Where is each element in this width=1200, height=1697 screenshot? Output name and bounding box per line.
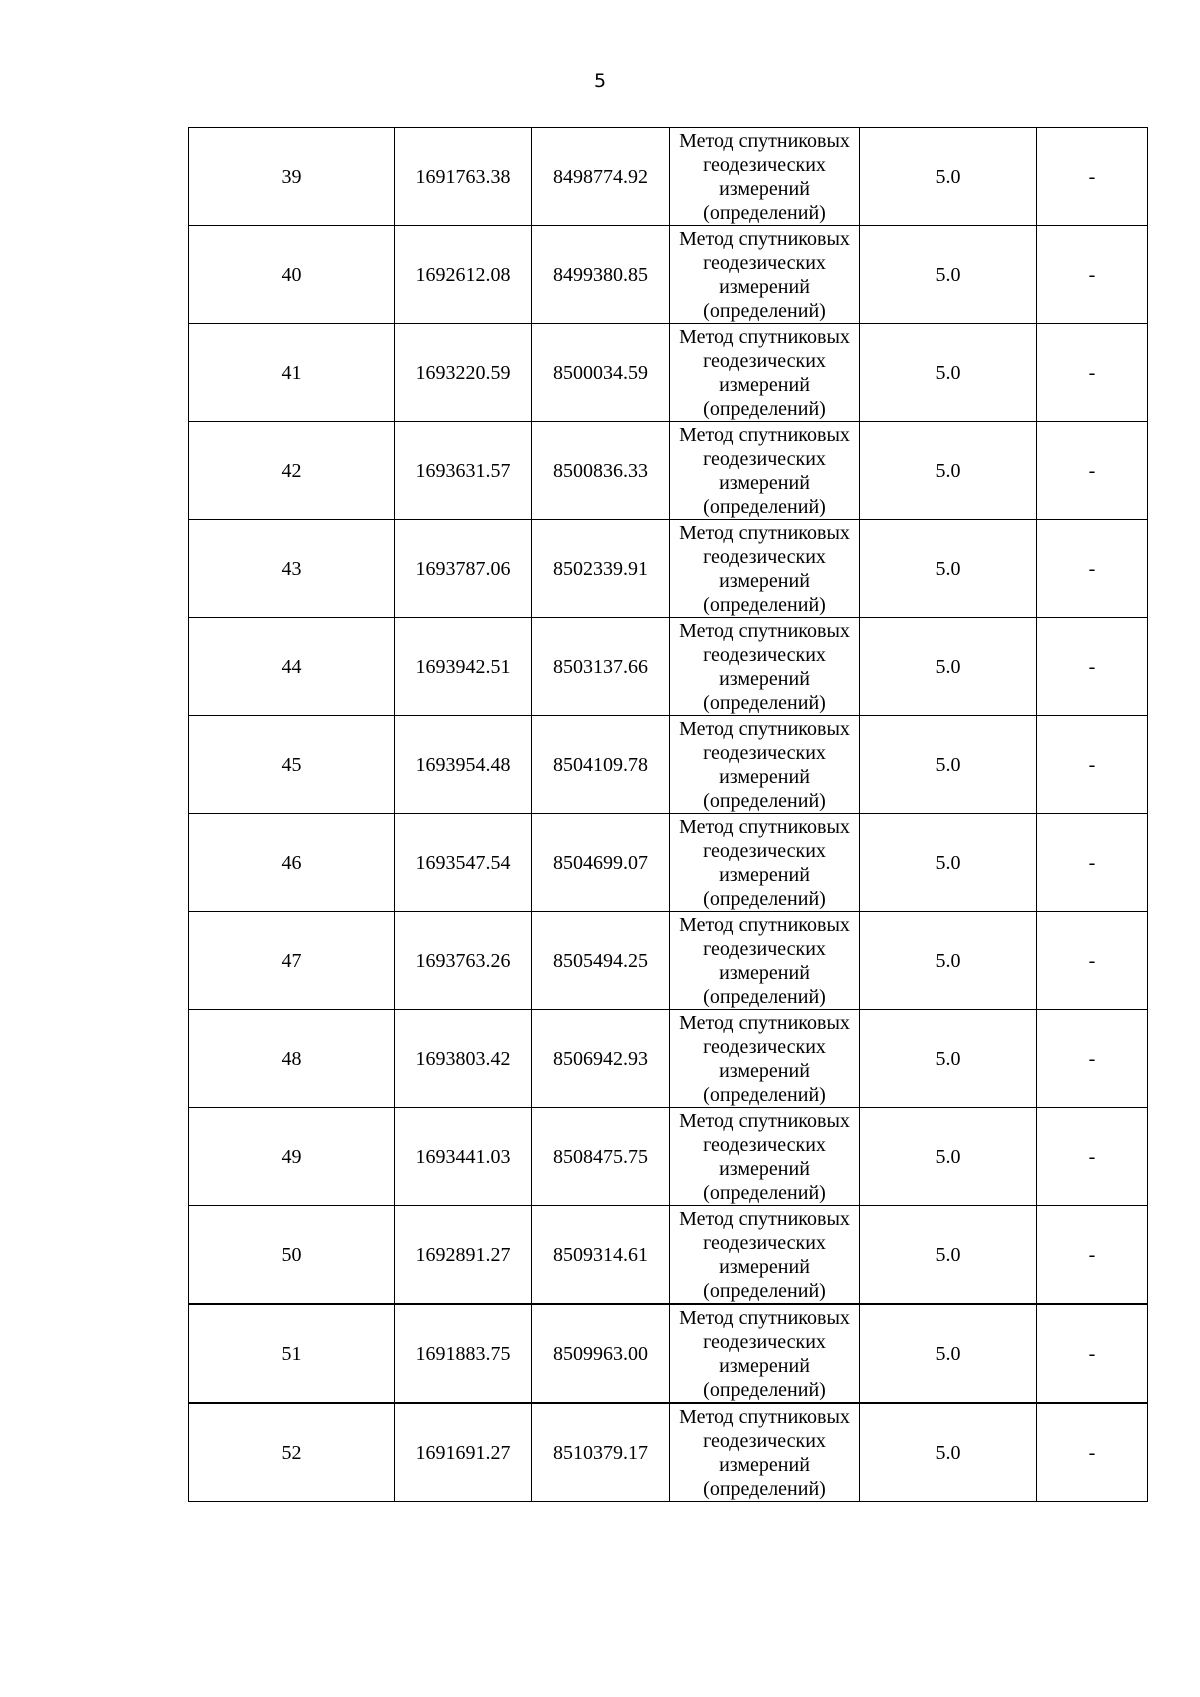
point-number-cell: 40	[189, 226, 395, 324]
x-coordinate-cell: 1693547.54	[395, 814, 532, 912]
method-line: Метод спутниковых	[679, 325, 850, 348]
accuracy-cell: 5.0	[860, 716, 1037, 814]
method-line: Метод спутниковых	[679, 1011, 850, 1034]
accuracy-cell: 5.0	[860, 422, 1037, 520]
method-line: измерений	[719, 1354, 810, 1377]
note-cell: -	[1037, 226, 1148, 324]
method-line: геодезических	[703, 1231, 826, 1254]
method-line: геодезических	[703, 1133, 826, 1156]
table-row	[189, 1108, 1148, 1206]
method-line: Метод спутниковых	[679, 717, 850, 740]
accuracy-cell: 5.0	[860, 226, 1037, 324]
note-cell: -	[1037, 912, 1148, 1010]
note-cell: -	[1037, 1304, 1148, 1403]
x-coordinate-cell: 1692612.08	[395, 226, 532, 324]
y-coordinate-cell: 8498774.92	[532, 128, 670, 226]
note-cell: -	[1037, 814, 1148, 912]
accuracy-cell: 5.0	[860, 128, 1037, 226]
point-number-cell: 44	[189, 618, 395, 716]
point-number-cell: 41	[189, 324, 395, 422]
method-line: (определений)	[703, 593, 826, 616]
method-line: геодезических	[703, 545, 826, 568]
method-line: измерений	[719, 275, 810, 298]
method-line: измерений	[719, 1157, 810, 1180]
table-row	[189, 716, 1148, 814]
x-coordinate-cell: 1693787.06	[395, 520, 532, 618]
note-cell: -	[1037, 618, 1148, 716]
table-row	[189, 1403, 1148, 1502]
point-number-cell: 45	[189, 716, 395, 814]
x-coordinate-cell: 1693763.26	[395, 912, 532, 1010]
x-coordinate-cell: 1693803.42	[395, 1010, 532, 1108]
method-cell	[670, 618, 860, 716]
method-line: геодезических	[703, 349, 826, 372]
method-cell	[670, 226, 860, 324]
accuracy-cell: 5.0	[860, 324, 1037, 422]
method-line: измерений	[719, 471, 810, 494]
method-cell	[670, 324, 860, 422]
table-body	[189, 128, 1148, 1502]
point-number-cell: 49	[189, 1108, 395, 1206]
accuracy-cell: 5.0	[860, 1304, 1037, 1403]
method-line: измерений	[719, 765, 810, 788]
method-cell	[670, 1206, 860, 1305]
method-line: измерений	[719, 1453, 810, 1476]
method-line: (определений)	[703, 495, 826, 518]
method-line: измерений	[719, 1059, 810, 1082]
y-coordinate-cell: 8504699.07	[532, 814, 670, 912]
point-number-cell: 50	[189, 1206, 395, 1305]
note-cell: -	[1037, 520, 1148, 618]
method-line: (определений)	[703, 1279, 826, 1302]
method-line: геодезических	[703, 1429, 826, 1452]
method-line: Метод спутниковых	[679, 815, 850, 838]
y-coordinate-cell: 8500034.59	[532, 324, 670, 422]
y-coordinate-cell: 8500836.33	[532, 422, 670, 520]
method-cell	[670, 1403, 860, 1502]
method-line: геодезических	[703, 1035, 826, 1058]
accuracy-cell: 5.0	[860, 1108, 1037, 1206]
x-coordinate-cell: 1693631.57	[395, 422, 532, 520]
y-coordinate-cell: 8509314.61	[532, 1206, 670, 1305]
method-line: геодезических	[703, 447, 826, 470]
accuracy-cell: 5.0	[860, 1403, 1037, 1502]
method-line: Метод спутниковых	[679, 619, 850, 642]
method-cell	[670, 1108, 860, 1206]
method-line: (определений)	[703, 691, 826, 714]
method-line: (определений)	[703, 1477, 826, 1500]
x-coordinate-cell: 1693954.48	[395, 716, 532, 814]
table-row	[189, 912, 1148, 1010]
method-cell	[670, 814, 860, 912]
note-cell: -	[1037, 324, 1148, 422]
note-cell: -	[1037, 128, 1148, 226]
method-line: Метод спутниковых	[679, 129, 850, 152]
y-coordinate-cell: 8503137.66	[532, 618, 670, 716]
method-line: (определений)	[703, 1181, 826, 1204]
method-line: Метод спутниковых	[679, 1405, 850, 1428]
x-coordinate-cell: 1693441.03	[395, 1108, 532, 1206]
method-line: Метод спутниковых	[679, 1109, 850, 1132]
method-line: геодезических	[703, 741, 826, 764]
method-line: (определений)	[703, 201, 826, 224]
method-line: измерений	[719, 177, 810, 200]
method-line: Метод спутниковых	[679, 1207, 850, 1230]
page-number: 5	[593, 70, 607, 92]
method-line: (определений)	[703, 299, 826, 322]
method-line: геодезических	[703, 643, 826, 666]
method-line: (определений)	[703, 1378, 826, 1401]
method-line: Метод спутниковых	[679, 521, 850, 544]
x-coordinate-cell: 1693220.59	[395, 324, 532, 422]
note-cell: -	[1037, 1010, 1148, 1108]
y-coordinate-cell: 8506942.93	[532, 1010, 670, 1108]
accuracy-cell: 5.0	[860, 912, 1037, 1010]
accuracy-cell: 5.0	[860, 520, 1037, 618]
table-row	[189, 422, 1148, 520]
point-number-cell: 52	[189, 1403, 395, 1502]
table-row	[189, 128, 1148, 226]
table-row	[189, 226, 1148, 324]
x-coordinate-cell: 1693942.51	[395, 618, 532, 716]
method-line: (определений)	[703, 1083, 826, 1106]
accuracy-cell: 5.0	[860, 814, 1037, 912]
table-row	[189, 520, 1148, 618]
y-coordinate-cell: 8502339.91	[532, 520, 670, 618]
method-line: Метод спутниковых	[679, 913, 850, 936]
method-cell	[670, 1304, 860, 1403]
y-coordinate-cell: 8509963.00	[532, 1304, 670, 1403]
y-coordinate-cell: 8510379.17	[532, 1403, 670, 1502]
y-coordinate-cell: 8508475.75	[532, 1108, 670, 1206]
x-coordinate-cell: 1691763.38	[395, 128, 532, 226]
method-cell	[670, 716, 860, 814]
accuracy-cell: 5.0	[860, 1206, 1037, 1305]
method-line: измерений	[719, 569, 810, 592]
method-line: (определений)	[703, 887, 826, 910]
point-number-cell: 47	[189, 912, 395, 1010]
method-line: измерений	[719, 961, 810, 984]
accuracy-cell: 5.0	[860, 618, 1037, 716]
method-cell	[670, 128, 860, 226]
y-coordinate-cell: 8505494.25	[532, 912, 670, 1010]
method-line: измерений	[719, 1255, 810, 1278]
method-cell	[670, 422, 860, 520]
method-line: Метод спутниковых	[679, 423, 850, 446]
table-row	[189, 1206, 1148, 1305]
point-number-cell: 51	[189, 1304, 395, 1403]
point-number-cell: 42	[189, 422, 395, 520]
table-row	[189, 1304, 1148, 1403]
method-line: Метод спутниковых	[679, 1306, 850, 1329]
note-cell: -	[1037, 1108, 1148, 1206]
method-line: (определений)	[703, 985, 826, 1008]
method-cell	[670, 520, 860, 618]
method-line: измерений	[719, 667, 810, 690]
method-line: Метод спутниковых	[679, 227, 850, 250]
accuracy-cell: 5.0	[860, 1010, 1037, 1108]
x-coordinate-cell: 1691883.75	[395, 1304, 532, 1403]
note-cell: -	[1037, 1206, 1148, 1305]
note-cell: -	[1037, 716, 1148, 814]
method-line: измерений	[719, 863, 810, 886]
note-cell: -	[1037, 422, 1148, 520]
method-cell	[670, 1010, 860, 1108]
point-number-cell: 39	[189, 128, 395, 226]
point-number-cell: 48	[189, 1010, 395, 1108]
method-line: (определений)	[703, 789, 826, 812]
method-line: геодезических	[703, 1330, 826, 1353]
y-coordinate-cell: 8504109.78	[532, 716, 670, 814]
point-number-cell: 46	[189, 814, 395, 912]
note-cell: -	[1037, 1403, 1148, 1502]
method-line: (определений)	[703, 397, 826, 420]
table-row	[189, 1010, 1148, 1108]
point-number-cell: 43	[189, 520, 395, 618]
method-line: измерений	[719, 373, 810, 396]
y-coordinate-cell: 8499380.85	[532, 226, 670, 324]
method-line: геодезических	[703, 839, 826, 862]
x-coordinate-cell: 1692891.27	[395, 1206, 532, 1305]
table-row	[189, 324, 1148, 422]
method-line: геодезических	[703, 153, 826, 176]
coordinates-table	[188, 127, 1148, 1502]
method-line: геодезических	[703, 937, 826, 960]
method-cell	[670, 912, 860, 1010]
x-coordinate-cell: 1691691.27	[395, 1403, 532, 1502]
table-row	[189, 814, 1148, 912]
method-line: геодезических	[703, 251, 826, 274]
table-row	[189, 618, 1148, 716]
